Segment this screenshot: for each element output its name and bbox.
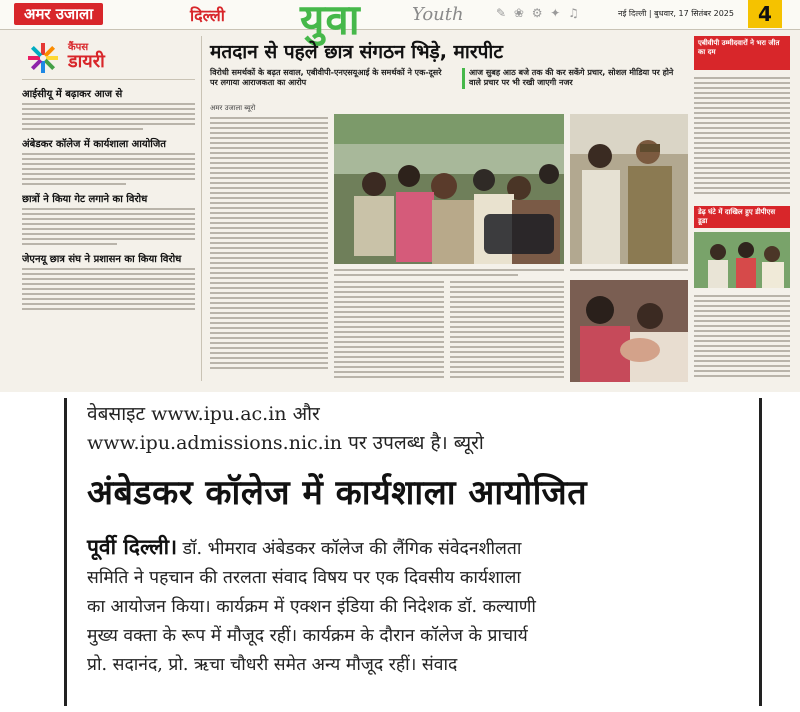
- clipping-dateline: पूर्वी दिल्ली।: [87, 534, 178, 559]
- story-text-lines: [22, 208, 195, 245]
- clipping-body-line: प्रो. सदानंद, प्रो. ऋचा चौधरी समेत अन्य मौजूद रहीं। संवाद: [87, 655, 458, 675]
- story-text-column: [450, 278, 564, 382]
- injured-student-photo: [570, 280, 688, 382]
- left-story-headline: जेएनयू छात्र संघ ने प्रशासन का किया विरोध: [22, 254, 182, 265]
- photo-caption: [570, 266, 688, 274]
- left-story-headline: आईसीयू में बढ़ाकर आज से: [22, 89, 123, 100]
- star-burst-icon: [26, 41, 60, 75]
- clipping-intro-text: [87, 400, 747, 458]
- clipping-body-line: मुख्य वक्ता के रूप में मौजूद रहीं। कार्यक्रम के दौरान कॉलेज के प्राचार्य: [87, 626, 528, 646]
- logo-big-text: डायरी: [68, 51, 105, 73]
- decorative-icons: ✎ ❀ ⚙ ✦ ♫: [496, 6, 581, 20]
- logo-small-text: कैंपस: [68, 41, 89, 53]
- clipping-body-text: डॉ. भीमराव अंबेडकर कॉलेज की लैंगिक संवेदनशीलता: [182, 539, 522, 559]
- crowd-photo: [334, 114, 564, 264]
- side-photo: [694, 232, 790, 288]
- clipping-body-line: समिति ने पहचान की तरलता संवाद विषय पर एक दिवसीय कार्यशाला: [87, 568, 521, 588]
- side-box-subheadline: डेढ़ घंटे में दाखिल हुए डीपीएस डूडा: [694, 206, 790, 228]
- side-text-column: [694, 74, 790, 202]
- side-text-column: [694, 292, 790, 382]
- supplement-title-en: Youth: [412, 4, 464, 25]
- police-photo: [570, 114, 688, 264]
- main-story-byline: अमर उजाला ब्यूरो: [210, 104, 256, 112]
- page-number: 4: [748, 0, 782, 28]
- campus-diary-logo: [22, 36, 195, 80]
- clipping-body-line: [87, 532, 753, 564]
- page-dateline: नई दिल्ली | बुधवार, 17 सितंबर 2025: [618, 9, 734, 18]
- left-story-headline: अंबेडकर कॉलेज में कार्यशाला आयोजित: [22, 139, 166, 150]
- main-story-deck-left: विरोधी समर्थकों के बढ़त सवाल, एबीवीपी-एनएसयूआई के समर्थकों ने एक-दूसरे पर लगाया आराजकता का आरोप: [210, 68, 442, 88]
- story-text-column: [334, 278, 444, 382]
- story-text-lines: [22, 268, 195, 310]
- clipping-headline: अंबेडकर कॉलेज में कार्यशाला आयोजित: [87, 473, 588, 513]
- main-story-headline: मतदान से पहले छात्र संगठन भिड़े, मारपीट: [210, 41, 503, 63]
- clipping-body: [87, 532, 753, 680]
- clipping-body-line: का आयोजन किया। कार्यक्रम में एक्शन इंडिया की निदेशक डॉ. कल्याणी: [87, 597, 536, 617]
- story-text-lines: [22, 103, 195, 130]
- masthead: [0, 0, 800, 44]
- story-text-lines: [22, 153, 195, 185]
- main-story-deck-right: आज सुबह आठ बजे तक की कर सकेंगे प्रचार, सोशल मीडिया पर होने वाले प्रचार पर भी रखी जाएगी नजर: [462, 68, 688, 89]
- campus-diary-column: [22, 36, 202, 381]
- supplement-title: युवा: [300, 0, 361, 44]
- edition-label: दिल्ली: [190, 6, 225, 25]
- clipping-intro-line: वेबसाइट www.ipu.ac.in और: [87, 403, 320, 425]
- clipping-intro-line: www.ipu.admissions.nic.in पर उपलब्ध है। ब्यूरो: [87, 432, 484, 454]
- main-story-text-column: [210, 114, 328, 382]
- left-story-headline: छात्रों ने किया गेट लगाने का विरोध: [22, 194, 148, 205]
- side-box-headline: एबीवीपी उम्मीदवारों ने भरा जीत का दम: [694, 36, 790, 70]
- newspaper-logo: अमर उजाला: [14, 3, 103, 25]
- enlarged-news-clipping: [64, 398, 762, 706]
